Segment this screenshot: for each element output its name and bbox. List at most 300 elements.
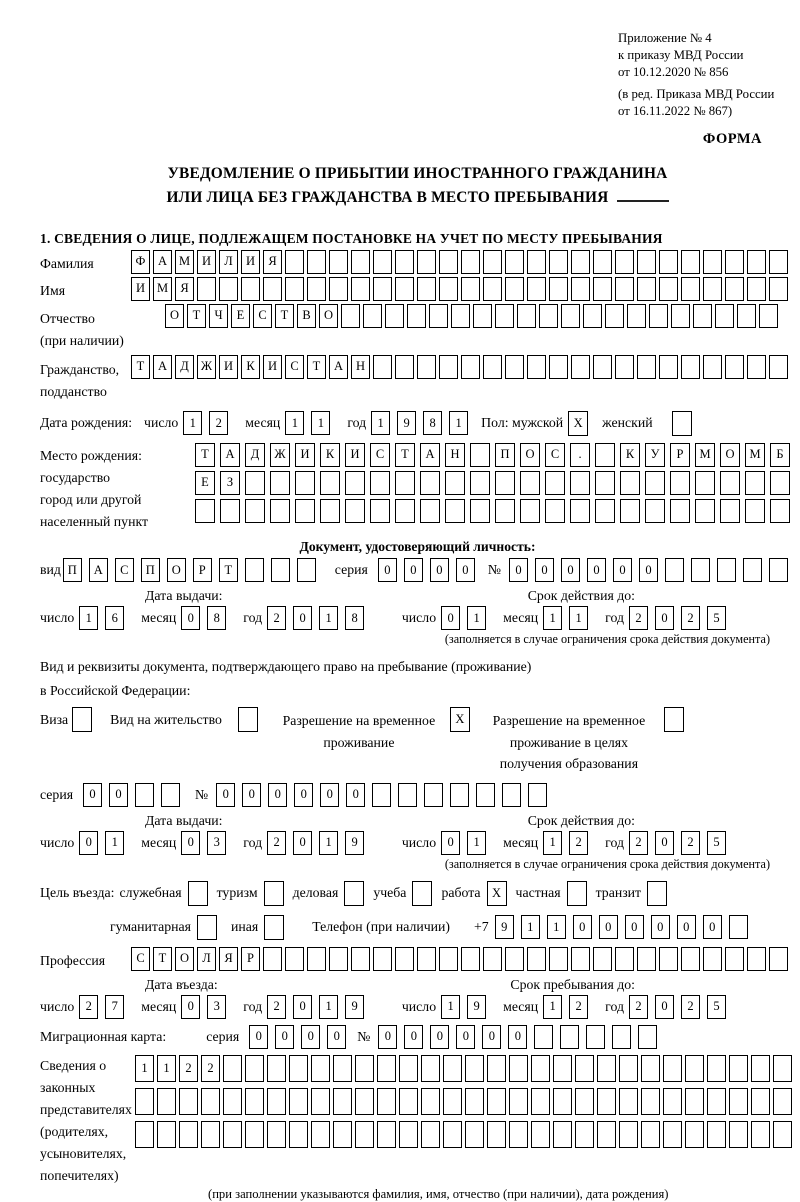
char-box[interactable]: 9 [397, 411, 416, 435]
char-box[interactable]: Н [445, 443, 465, 467]
char-box[interactable]: 1 [543, 606, 562, 630]
char-box[interactable] [476, 783, 495, 807]
char-box[interactable] [241, 277, 260, 301]
char-box[interactable] [483, 277, 502, 301]
char-box[interactable] [670, 499, 690, 523]
char-box[interactable] [483, 250, 502, 274]
char-box[interactable] [157, 1121, 176, 1148]
char-box[interactable]: Я [219, 947, 238, 971]
char-box[interactable] [72, 707, 92, 732]
char-box[interactable] [659, 250, 678, 274]
char-box[interactable]: К [320, 443, 340, 467]
char-box[interactable]: Ф [131, 250, 150, 274]
char-box[interactable] [505, 250, 524, 274]
char-box[interactable]: 1 [319, 606, 338, 630]
char-box[interactable]: 1 [543, 831, 562, 855]
char-box[interactable]: 0 [242, 783, 261, 807]
char-box[interactable] [615, 250, 634, 274]
char-box[interactable] [307, 277, 326, 301]
char-box[interactable]: Я [175, 277, 194, 301]
char-box[interactable] [443, 1088, 462, 1115]
char-box[interactable]: 7 [105, 995, 124, 1019]
char-box[interactable] [223, 1055, 242, 1082]
char-box[interactable] [483, 355, 502, 379]
char-box[interactable] [355, 1055, 374, 1082]
char-box[interactable] [399, 1121, 418, 1148]
char-box[interactable] [161, 783, 180, 807]
char-box[interactable] [747, 277, 766, 301]
char-box[interactable] [659, 277, 678, 301]
char-box[interactable]: 2 [569, 995, 588, 1019]
char-box[interactable] [245, 558, 264, 582]
char-box[interactable]: 1 [449, 411, 468, 435]
char-box[interactable] [720, 471, 740, 495]
char-box[interactable]: Т [219, 558, 238, 582]
char-box[interactable] [320, 499, 340, 523]
char-box[interactable] [641, 1121, 660, 1148]
char-box[interactable]: 5 [707, 995, 726, 1019]
char-box[interactable]: В [297, 304, 316, 328]
char-box[interactable] [595, 443, 615, 467]
char-box[interactable] [597, 1055, 616, 1082]
char-box[interactable] [395, 947, 414, 971]
char-box[interactable] [333, 1088, 352, 1115]
char-box[interactable] [769, 355, 788, 379]
char-box[interactable]: 1 [319, 831, 338, 855]
char-box[interactable] [567, 881, 587, 906]
char-box[interactable] [245, 1055, 264, 1082]
char-box[interactable]: О [175, 947, 194, 971]
char-box[interactable] [267, 1121, 286, 1148]
char-box[interactable] [223, 1121, 242, 1148]
char-box[interactable]: 8 [423, 411, 442, 435]
char-box[interactable]: 1 [467, 831, 486, 855]
char-box[interactable] [267, 1088, 286, 1115]
char-box[interactable]: А [329, 355, 348, 379]
char-box[interactable] [311, 1121, 330, 1148]
char-box[interactable] [285, 947, 304, 971]
char-box[interactable] [729, 1121, 748, 1148]
char-box[interactable] [307, 250, 326, 274]
char-box[interactable] [539, 304, 558, 328]
char-box[interactable] [267, 1055, 286, 1082]
char-box[interactable] [270, 499, 290, 523]
char-box[interactable] [549, 250, 568, 274]
char-box[interactable] [531, 1088, 550, 1115]
char-box[interactable] [691, 558, 710, 582]
char-box[interactable] [395, 471, 415, 495]
char-box[interactable]: 0 [655, 606, 674, 630]
char-box[interactable] [637, 355, 656, 379]
char-box[interactable] [421, 1121, 440, 1148]
char-box[interactable]: С [370, 443, 390, 467]
char-box[interactable] [483, 947, 502, 971]
char-box[interactable] [570, 471, 590, 495]
char-box[interactable] [195, 499, 215, 523]
char-box[interactable] [561, 304, 580, 328]
char-box[interactable]: 1 [285, 411, 304, 435]
char-box[interactable] [681, 355, 700, 379]
char-box[interactable] [715, 304, 734, 328]
char-box[interactable]: 2 [569, 831, 588, 855]
char-box[interactable]: И [197, 250, 216, 274]
char-box[interactable]: Т [307, 355, 326, 379]
char-box[interactable]: 0 [268, 783, 287, 807]
char-box[interactable] [399, 1055, 418, 1082]
char-box[interactable] [351, 250, 370, 274]
char-box[interactable] [528, 783, 547, 807]
char-box[interactable] [593, 277, 612, 301]
char-box[interactable]: 1 [79, 606, 98, 630]
char-box[interactable]: X [487, 881, 507, 906]
char-box[interactable] [695, 499, 715, 523]
char-box[interactable] [664, 707, 684, 732]
char-box[interactable] [377, 1121, 396, 1148]
char-box[interactable] [417, 250, 436, 274]
char-box[interactable] [534, 1025, 553, 1049]
char-box[interactable]: 0 [293, 831, 312, 855]
char-box[interactable]: 1 [319, 995, 338, 1019]
char-box[interactable]: И [295, 443, 315, 467]
char-box[interactable] [443, 1121, 462, 1148]
char-box[interactable] [223, 1088, 242, 1115]
char-box[interactable] [671, 304, 690, 328]
char-box[interactable]: 0 [181, 995, 200, 1019]
char-box[interactable]: 0 [109, 783, 128, 807]
char-box[interactable]: 0 [404, 558, 423, 582]
char-box[interactable] [509, 1121, 528, 1148]
char-box[interactable] [645, 471, 665, 495]
char-box[interactable]: И [263, 355, 282, 379]
char-box[interactable]: Т [187, 304, 206, 328]
char-box[interactable] [487, 1121, 506, 1148]
char-box[interactable] [703, 277, 722, 301]
char-box[interactable] [461, 947, 480, 971]
char-box[interactable] [663, 1055, 682, 1082]
char-box[interactable]: 3 [207, 831, 226, 855]
char-box[interactable] [659, 355, 678, 379]
char-box[interactable]: Д [245, 443, 265, 467]
char-box[interactable] [619, 1121, 638, 1148]
char-box[interactable] [220, 499, 240, 523]
char-box[interactable]: О [167, 558, 186, 582]
char-box[interactable] [737, 304, 756, 328]
char-box[interactable]: 2 [681, 995, 700, 1019]
char-box[interactable] [395, 277, 414, 301]
char-box[interactable] [527, 355, 546, 379]
char-box[interactable] [681, 947, 700, 971]
char-box[interactable] [311, 1088, 330, 1115]
char-box[interactable] [549, 947, 568, 971]
char-box[interactable]: Л [197, 947, 216, 971]
char-box[interactable]: 0 [320, 783, 339, 807]
char-box[interactable] [620, 471, 640, 495]
char-box[interactable]: 0 [249, 1025, 268, 1049]
char-box[interactable] [417, 355, 436, 379]
char-box[interactable] [612, 1025, 631, 1049]
char-box[interactable]: М [745, 443, 765, 467]
char-box[interactable] [751, 1088, 770, 1115]
char-box[interactable]: 9 [345, 995, 364, 1019]
char-box[interactable]: 8 [207, 606, 226, 630]
char-box[interactable] [289, 1121, 308, 1148]
char-box[interactable] [545, 471, 565, 495]
char-box[interactable]: 0 [327, 1025, 346, 1049]
char-box[interactable]: 0 [456, 558, 475, 582]
char-box[interactable]: П [63, 558, 82, 582]
char-box[interactable] [421, 1055, 440, 1082]
char-box[interactable] [769, 277, 788, 301]
char-box[interactable] [505, 947, 524, 971]
char-box[interactable] [470, 499, 490, 523]
char-box[interactable] [487, 1088, 506, 1115]
char-box[interactable]: М [153, 277, 172, 301]
char-box[interactable]: 0 [703, 915, 722, 939]
char-box[interactable] [509, 1088, 528, 1115]
char-box[interactable] [450, 783, 469, 807]
char-box[interactable]: П [495, 443, 515, 467]
char-box[interactable] [445, 499, 465, 523]
char-box[interactable]: Ч [209, 304, 228, 328]
char-box[interactable] [470, 443, 490, 467]
char-box[interactable]: 1 [311, 411, 330, 435]
char-box[interactable] [747, 250, 766, 274]
char-box[interactable] [681, 250, 700, 274]
char-box[interactable] [461, 250, 480, 274]
char-box[interactable]: 0 [613, 558, 632, 582]
char-box[interactable]: 0 [508, 1025, 527, 1049]
char-box[interactable] [373, 277, 392, 301]
char-box[interactable]: 0 [535, 558, 554, 582]
char-box[interactable]: Т [275, 304, 294, 328]
char-box[interactable]: 0 [181, 831, 200, 855]
char-box[interactable]: Т [195, 443, 215, 467]
char-box[interactable]: 2 [629, 831, 648, 855]
char-box[interactable] [285, 277, 304, 301]
char-box[interactable] [505, 355, 524, 379]
char-box[interactable]: У [645, 443, 665, 467]
char-box[interactable] [424, 783, 443, 807]
char-box[interactable] [329, 277, 348, 301]
char-box[interactable] [553, 1088, 572, 1115]
char-box[interactable] [685, 1121, 704, 1148]
char-box[interactable] [773, 1055, 792, 1082]
char-box[interactable] [345, 471, 365, 495]
char-box[interactable]: 0 [293, 606, 312, 630]
char-box[interactable] [751, 1121, 770, 1148]
char-box[interactable] [495, 471, 515, 495]
char-box[interactable] [439, 947, 458, 971]
char-box[interactable]: 0 [651, 915, 670, 939]
char-box[interactable]: 1 [521, 915, 540, 939]
char-box[interactable] [560, 1025, 579, 1049]
char-box[interactable] [439, 250, 458, 274]
char-box[interactable] [553, 1055, 572, 1082]
char-box[interactable] [201, 1121, 220, 1148]
char-box[interactable] [179, 1088, 198, 1115]
char-box[interactable] [505, 277, 524, 301]
char-box[interactable] [377, 1055, 396, 1082]
char-box[interactable]: 0 [301, 1025, 320, 1049]
char-box[interactable] [637, 250, 656, 274]
char-box[interactable]: 0 [181, 606, 200, 630]
char-box[interactable] [197, 915, 217, 940]
char-box[interactable] [363, 304, 382, 328]
char-box[interactable] [295, 499, 315, 523]
char-box[interactable] [417, 947, 436, 971]
char-box[interactable]: 0 [587, 558, 606, 582]
char-box[interactable] [583, 304, 602, 328]
char-box[interactable] [465, 1088, 484, 1115]
char-box[interactable] [707, 1121, 726, 1148]
char-box[interactable]: Р [193, 558, 212, 582]
char-box[interactable] [188, 881, 208, 906]
char-box[interactable]: О [319, 304, 338, 328]
char-box[interactable] [549, 355, 568, 379]
char-box[interactable] [461, 277, 480, 301]
char-box[interactable]: 0 [378, 1025, 397, 1049]
char-box[interactable]: Р [670, 443, 690, 467]
char-box[interactable] [770, 499, 790, 523]
char-box[interactable] [407, 304, 426, 328]
char-box[interactable]: 0 [639, 558, 658, 582]
char-box[interactable]: 0 [275, 1025, 294, 1049]
char-box[interactable]: 2 [629, 606, 648, 630]
char-box[interactable] [641, 1055, 660, 1082]
char-box[interactable] [531, 1121, 550, 1148]
char-box[interactable] [373, 355, 392, 379]
char-box[interactable] [320, 471, 340, 495]
char-box[interactable] [597, 1088, 616, 1115]
char-box[interactable] [412, 881, 432, 906]
char-box[interactable] [289, 1088, 308, 1115]
char-box[interactable] [520, 499, 540, 523]
char-box[interactable] [725, 250, 744, 274]
char-box[interactable] [527, 277, 546, 301]
char-box[interactable] [729, 1088, 748, 1115]
char-box[interactable] [663, 1088, 682, 1115]
char-box[interactable] [219, 277, 238, 301]
char-box[interactable] [620, 499, 640, 523]
char-box[interactable] [429, 304, 448, 328]
char-box[interactable] [769, 250, 788, 274]
char-box[interactable] [417, 277, 436, 301]
char-box[interactable]: 1 [467, 606, 486, 630]
char-box[interactable]: 0 [573, 915, 592, 939]
char-box[interactable]: Е [195, 471, 215, 495]
char-box[interactable] [641, 1088, 660, 1115]
char-box[interactable] [345, 499, 365, 523]
char-box[interactable] [672, 411, 692, 436]
char-box[interactable] [295, 471, 315, 495]
char-box[interactable]: 0 [655, 831, 674, 855]
char-box[interactable]: И [131, 277, 150, 301]
char-box[interactable] [670, 471, 690, 495]
char-box[interactable]: Д [175, 355, 194, 379]
char-box[interactable] [725, 277, 744, 301]
char-box[interactable]: А [220, 443, 240, 467]
char-box[interactable] [135, 1088, 154, 1115]
char-box[interactable] [619, 1055, 638, 1082]
char-box[interactable] [707, 1055, 726, 1082]
char-box[interactable]: 0 [216, 783, 235, 807]
char-box[interactable] [638, 1025, 657, 1049]
char-box[interactable]: 0 [79, 831, 98, 855]
char-box[interactable] [495, 304, 514, 328]
char-box[interactable] [443, 1055, 462, 1082]
char-box[interactable] [373, 947, 392, 971]
char-box[interactable]: К [241, 355, 260, 379]
char-box[interactable] [527, 250, 546, 274]
char-box[interactable]: С [131, 947, 150, 971]
char-box[interactable] [597, 1121, 616, 1148]
char-box[interactable] [420, 499, 440, 523]
char-box[interactable]: 0 [294, 783, 313, 807]
char-box[interactable]: 0 [441, 831, 460, 855]
char-box[interactable]: 0 [509, 558, 528, 582]
char-box[interactable]: И [345, 443, 365, 467]
char-box[interactable] [398, 783, 417, 807]
char-box[interactable] [663, 1121, 682, 1148]
char-box[interactable] [502, 783, 521, 807]
char-box[interactable]: 3 [207, 995, 226, 1019]
char-box[interactable] [745, 499, 765, 523]
char-box[interactable]: 0 [404, 1025, 423, 1049]
char-box[interactable]: М [175, 250, 194, 274]
char-box[interactable]: С [285, 355, 304, 379]
char-box[interactable] [285, 250, 304, 274]
char-box[interactable] [575, 1088, 594, 1115]
char-box[interactable]: 0 [677, 915, 696, 939]
char-box[interactable] [395, 250, 414, 274]
char-box[interactable] [465, 1055, 484, 1082]
char-box[interactable]: С [115, 558, 134, 582]
char-box[interactable] [571, 947, 590, 971]
char-box[interactable] [773, 1088, 792, 1115]
char-box[interactable] [649, 304, 668, 328]
char-box[interactable] [245, 1121, 264, 1148]
char-box[interactable]: 5 [707, 606, 726, 630]
char-box[interactable] [637, 277, 656, 301]
char-box[interactable] [615, 355, 634, 379]
char-box[interactable] [593, 250, 612, 274]
char-box[interactable] [509, 1055, 528, 1082]
char-box[interactable]: А [153, 250, 172, 274]
char-box[interactable] [372, 783, 391, 807]
char-box[interactable] [703, 355, 722, 379]
char-box[interactable]: З [220, 471, 240, 495]
char-box[interactable] [703, 947, 722, 971]
char-box[interactable]: 2 [179, 1055, 198, 1082]
char-box[interactable] [553, 1121, 572, 1148]
char-box[interactable]: Ж [197, 355, 216, 379]
char-box[interactable]: X [568, 411, 588, 436]
char-box[interactable]: О [720, 443, 740, 467]
char-box[interactable] [615, 947, 634, 971]
char-box[interactable] [344, 881, 364, 906]
char-box[interactable] [245, 499, 265, 523]
char-box[interactable] [720, 499, 740, 523]
char-box[interactable]: 2 [267, 831, 286, 855]
char-box[interactable] [373, 250, 392, 274]
char-box[interactable]: 8 [345, 606, 364, 630]
char-box[interactable]: 1 [135, 1055, 154, 1082]
char-box[interactable] [355, 1088, 374, 1115]
char-box[interactable] [665, 558, 684, 582]
char-box[interactable] [263, 277, 282, 301]
char-box[interactable] [619, 1088, 638, 1115]
char-box[interactable] [759, 304, 778, 328]
